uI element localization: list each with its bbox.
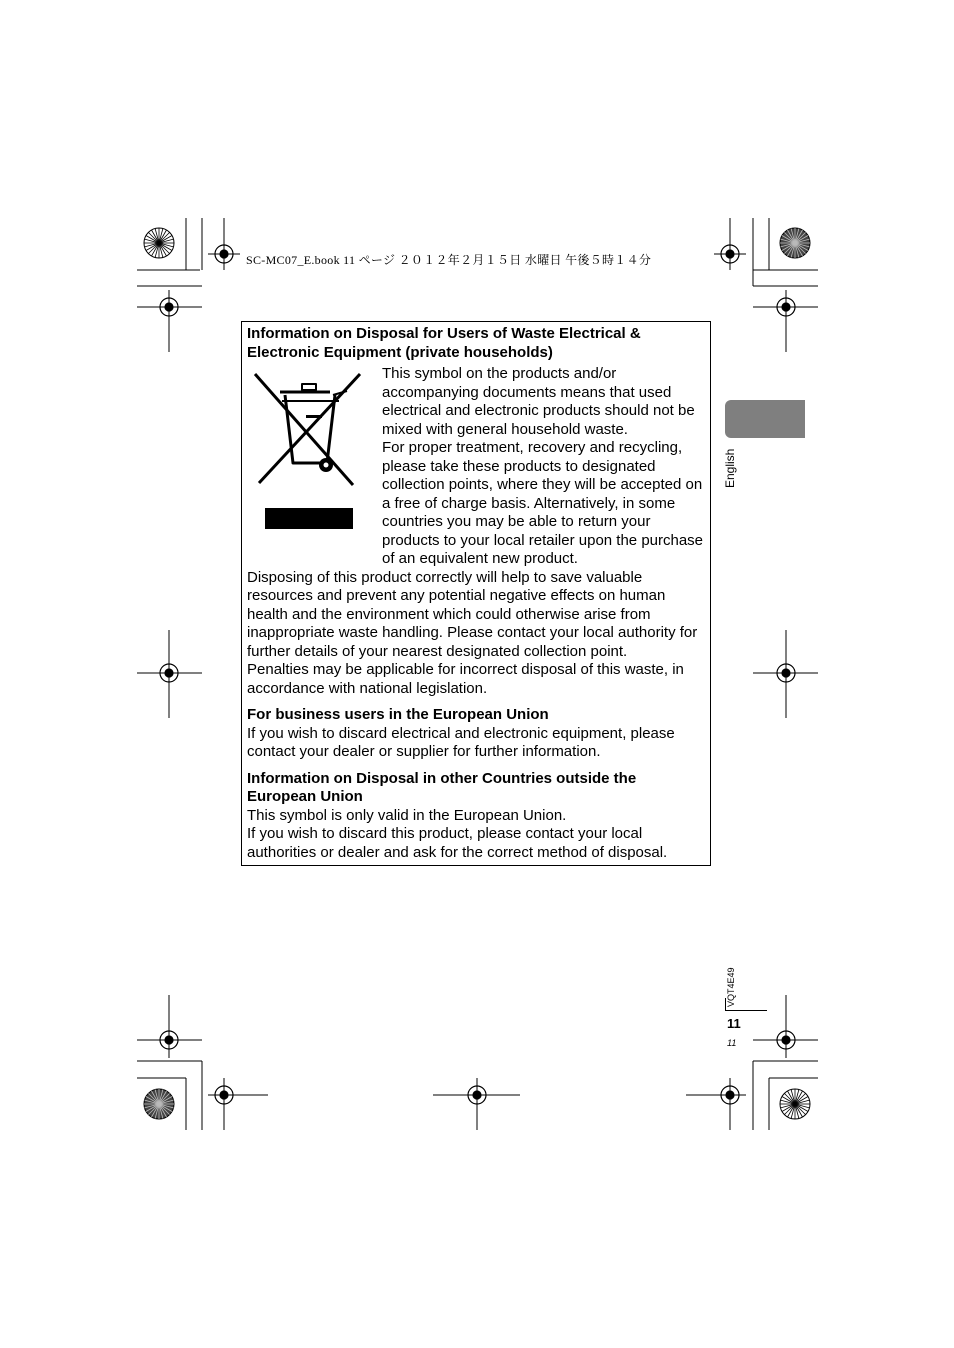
disposal-info-box	[241, 321, 711, 866]
crossed-out-wheeled-bin-icon	[247, 365, 382, 565]
business-text: If you wish to discard electrical and electronic equipment, please contact your dealer or supplier for further information.	[247, 724, 675, 760]
other-countries-title: Information on Disposal in other Countries outside the European Union	[247, 769, 637, 805]
other-countries-paragraph: This symbol is only valid in the European Union.	[247, 806, 567, 824]
starburst-registration-icon	[144, 228, 174, 258]
starburst-registration-icon	[780, 228, 810, 258]
model-code: VQT4E49	[726, 967, 736, 1007]
code-rule	[725, 1010, 767, 1011]
language-tab	[725, 400, 805, 438]
body-paragraph: Disposing of this product correctly will help to save valuable resources and prevent any potential negative effects on human health and the environment which could otherwise arise from inappropriate waste handling. Please contact your local authority for further details of your nearest designated collection point.	[247, 568, 698, 660]
starburst-registration-icon	[780, 1089, 810, 1119]
page-number: 11	[727, 1016, 741, 1031]
body-paragraph: Penalties may be applicable for incorrect disposal of this waste, in accordance with national legislation.	[247, 661, 684, 697]
weee-symbol	[247, 365, 382, 565]
business-title: For business users in the European Union	[247, 706, 549, 723]
symbol-row	[247, 365, 709, 569]
symbol-description	[382, 365, 709, 569]
language-label: English	[723, 448, 737, 488]
disposal-title: Information on Disposal for Users of Waste Electrical & Electronic Equipment (private households)	[247, 325, 641, 361]
page-number-small: 11	[727, 1038, 737, 1048]
print-header: SC-MC07_E.book 11 ページ ２０１２年２月１５日 水曜日 午後５時１４分	[246, 253, 652, 267]
symbol-paragraph: For proper treatment, recovery and recycling, please take these products to designated collection points, where they will be accepted on a free of charge basis. Alternatively, in some countries you may be able to return your products to your local retailer upon the purchase of an equivalent new product.	[382, 439, 704, 567]
symbol-paragraph: This symbol on the products and/or accompanying documents means that used electrical and electronic products should not be mixed with general household waste.	[382, 365, 695, 438]
other-countries-paragraph: If you wish to discard this product, please contact your local authorities or dealer and ask for the correct method of disposal.	[247, 825, 668, 861]
starburst-registration-icon	[144, 1089, 174, 1119]
